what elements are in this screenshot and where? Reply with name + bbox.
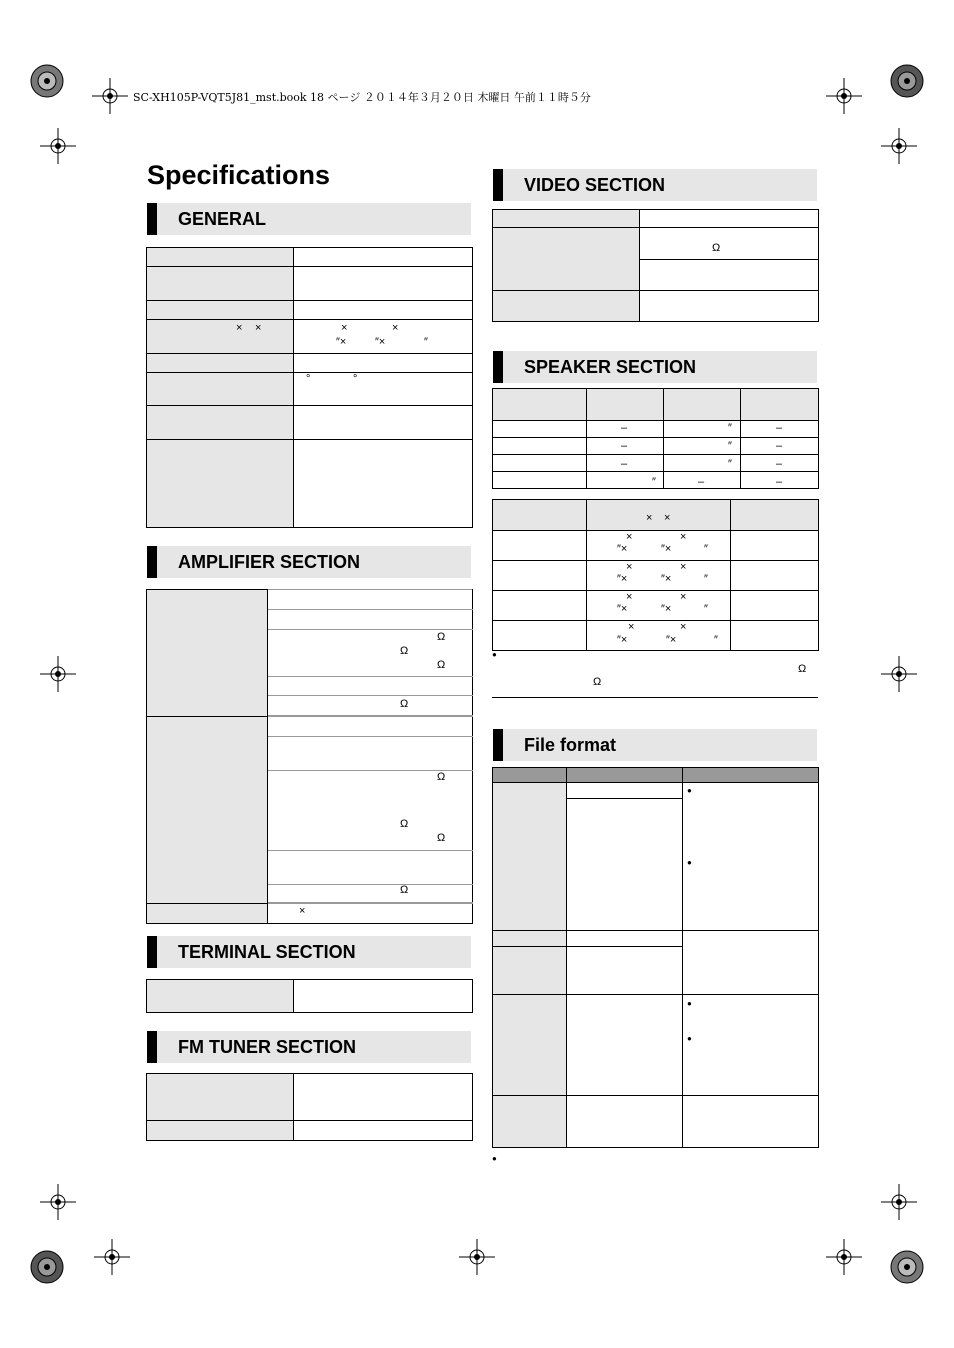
table-cell: [587, 500, 731, 531]
crosshair-mark-icon: [881, 1184, 917, 1220]
table-cell: [147, 590, 268, 717]
divider: [492, 697, 818, 698]
times-symbol: ×: [664, 512, 671, 524]
table-cell: [294, 248, 473, 267]
table-row: [493, 421, 819, 438]
table-row: [147, 267, 473, 301]
table-cell: [294, 373, 473, 406]
section-header-terminal: [147, 936, 471, 968]
table-cell: [294, 406, 473, 440]
terminal-table: [146, 979, 473, 1013]
table-cell: [664, 389, 741, 421]
table-row: [147, 301, 473, 320]
inch-symbol: ″: [728, 440, 732, 452]
table-cell: [268, 610, 473, 630]
table-cell: [683, 995, 819, 1096]
crosshair-mark-icon: [881, 128, 917, 164]
times-symbol: ×: [680, 561, 687, 573]
section-header-amplifier: [147, 546, 471, 578]
section-marker: [493, 351, 503, 383]
table-cell: [147, 904, 268, 924]
print-header: SC-XH105P-VQT5J81_mst.book 18 ページ ２０１４年３月２０日 木曜日 午前１１時５分: [133, 91, 591, 104]
table-row: [493, 210, 819, 228]
table-cell: [294, 440, 473, 528]
inch-symbol: ″: [424, 336, 428, 348]
dash-symbol: –: [621, 422, 628, 434]
crosshair-mark-icon: [40, 128, 76, 164]
table-cell: [268, 851, 473, 885]
table-cell: [567, 783, 683, 799]
crosshair-mark-icon: [40, 656, 76, 692]
table-cell: [731, 531, 819, 561]
table-cell: [294, 1074, 473, 1121]
table-row: [147, 717, 473, 737]
table-row: [147, 1121, 473, 1141]
table-cell: [147, 248, 294, 267]
table-cell: [567, 931, 683, 947]
table-row: [493, 995, 819, 1096]
table-cell: [493, 621, 587, 651]
inch-symbol: ″: [728, 422, 732, 434]
times-symbol: ×: [680, 531, 687, 543]
table-cell: [493, 768, 567, 783]
section-header-file-format: [493, 729, 817, 761]
crosshair-mark-icon: [881, 656, 917, 692]
table-cell: [147, 406, 294, 440]
table-cell: [567, 1096, 683, 1148]
inch-times-symbol: ″×: [336, 336, 347, 348]
page-title: Specifications: [147, 160, 331, 190]
table-cell: [683, 768, 819, 783]
section-header-fm-tuner: [147, 1031, 471, 1063]
times-symbol: ×: [299, 905, 306, 917]
table-cell: [147, 267, 294, 301]
table-cell: [493, 561, 587, 591]
table-cell: [147, 320, 294, 354]
crosshair-mark-icon: [94, 1239, 130, 1275]
ohm-symbol: Ω: [712, 242, 721, 254]
times-symbol: ×: [626, 531, 633, 543]
table-cell: [493, 500, 587, 531]
color-target-icon: [30, 1250, 64, 1284]
video-table: [492, 209, 819, 322]
table-cell: [147, 717, 268, 904]
table-row: [147, 1074, 473, 1121]
fm-tuner-table: [146, 1073, 473, 1141]
table-cell: [493, 1096, 567, 1148]
speaker-table-2: [492, 499, 819, 651]
times-symbol: ×: [626, 591, 633, 603]
inch-times-symbol: ″×: [617, 543, 628, 555]
table-cell: [493, 931, 567, 947]
table-cell: [640, 291, 819, 322]
table-row: [493, 931, 819, 947]
table-row: [493, 438, 819, 455]
table-cell: [147, 440, 294, 528]
times-symbol: ×: [628, 621, 635, 633]
times-symbol: ×: [341, 322, 348, 334]
table-cell: [147, 301, 294, 320]
ohm-symbol: Ω: [400, 818, 409, 830]
table-cell: [294, 267, 473, 301]
crosshair-mark-icon: [826, 78, 862, 114]
degree-symbol: °: [306, 373, 311, 385]
table-cell: [587, 389, 664, 421]
table-cell: [294, 980, 473, 1013]
table-cell: [683, 1096, 819, 1148]
inch-symbol: ″: [728, 458, 732, 470]
section-header-video: [493, 169, 817, 201]
table-row: [493, 768, 819, 783]
table-cell: [731, 561, 819, 591]
bullet-icon: ●: [687, 786, 692, 795]
table-cell: [493, 438, 587, 455]
ohm-symbol: Ω: [400, 884, 409, 896]
general-table: [146, 247, 473, 528]
table-cell: [493, 472, 587, 489]
table-row: [493, 500, 819, 531]
table-cell: [587, 561, 731, 591]
table-cell: [268, 590, 473, 610]
table-row: [147, 354, 473, 373]
table-cell: [567, 995, 683, 1096]
bullet-icon: ●: [687, 1034, 692, 1043]
crosshair-mark-icon: [826, 1239, 862, 1275]
dash-symbol: –: [776, 422, 783, 434]
table-row: [493, 621, 819, 651]
table-cell: [493, 389, 587, 421]
times-symbol: ×: [680, 591, 687, 603]
file-format-table: [492, 767, 819, 1148]
table-cell: [731, 591, 819, 621]
ohm-symbol: Ω: [400, 698, 409, 710]
inch-symbol: ″: [704, 603, 708, 615]
ohm-symbol: Ω: [437, 659, 446, 671]
bullet-icon: ●: [492, 1154, 497, 1163]
table-cell: [731, 500, 819, 531]
section-header-speaker: [493, 351, 817, 383]
table-cell: [493, 995, 567, 1096]
dash-symbol: –: [776, 476, 783, 488]
section-title: AMPLIFIER SECTION: [178, 552, 361, 572]
section-marker: [147, 936, 157, 968]
section-header-general: [147, 203, 471, 235]
color-target-icon: [890, 1250, 924, 1284]
section-title: TERMINAL SECTION: [178, 942, 356, 962]
table-cell: [640, 228, 819, 260]
table-cell: [683, 783, 819, 931]
times-symbol: ×: [626, 561, 633, 573]
table-row: [493, 228, 819, 260]
inch-symbol: ″: [704, 573, 708, 585]
table-cell: [567, 947, 683, 995]
ohm-symbol: Ω: [593, 676, 602, 688]
table-cell: [294, 301, 473, 320]
section-marker: [493, 169, 503, 201]
table-cell: [640, 210, 819, 228]
ohm-symbol: Ω: [437, 631, 446, 643]
bullet-icon: ●: [687, 858, 692, 867]
crosshair-mark-icon: [459, 1239, 495, 1275]
inch-times-symbol: ″×: [661, 603, 672, 615]
table-row: [493, 591, 819, 621]
table-row: [147, 980, 473, 1013]
times-symbol: ×: [392, 322, 399, 334]
section-marker: [147, 546, 157, 578]
section-title: VIDEO SECTION: [524, 175, 666, 195]
table-row: [147, 248, 473, 267]
inch-times-symbol: ″×: [666, 634, 677, 646]
dash-symbol: –: [621, 440, 628, 452]
times-symbol: ×: [236, 322, 243, 334]
table-cell: [147, 1121, 294, 1141]
section-marker: [493, 729, 503, 761]
speaker-table-1: [492, 388, 819, 489]
section-title: FM TUNER SECTION: [178, 1037, 356, 1057]
crosshair-mark-icon: [92, 78, 128, 114]
table-row: [493, 1096, 819, 1148]
table-row: [147, 406, 473, 440]
inch-symbol: ″: [704, 543, 708, 555]
table-cell: [294, 354, 473, 373]
table-cell: [147, 1074, 294, 1121]
dash-symbol: –: [776, 458, 783, 470]
table-cell: [147, 354, 294, 373]
times-symbol: ×: [255, 322, 262, 334]
table-cell: [493, 291, 640, 322]
section-title: GENERAL: [178, 209, 267, 229]
color-target-icon: [890, 64, 924, 98]
degree-symbol: °: [353, 373, 358, 385]
dash-symbol: –: [698, 476, 705, 488]
inch-times-symbol: ″×: [617, 573, 628, 585]
ohm-symbol: Ω: [798, 663, 807, 675]
section-marker: [147, 1031, 157, 1063]
table-cell: [493, 783, 567, 931]
table-cell: [587, 621, 731, 651]
ohm-symbol: Ω: [437, 832, 446, 844]
table-cell: [268, 717, 473, 737]
inch-symbol: ″: [714, 634, 718, 646]
table-cell: [567, 799, 683, 931]
inch-symbol: ″: [652, 476, 656, 488]
table-row: [147, 590, 473, 610]
table-row: [493, 389, 819, 421]
table-cell: [493, 455, 587, 472]
dash-symbol: –: [776, 440, 783, 452]
table-row: [493, 531, 819, 561]
section-title: SPEAKER SECTION: [524, 357, 697, 377]
crosshair-mark-icon: [40, 1184, 76, 1220]
inch-times-symbol: ″×: [375, 336, 386, 348]
table-cell: [587, 591, 731, 621]
table-cell: [741, 389, 819, 421]
section-title: File format: [524, 735, 617, 755]
section-marker: [147, 203, 157, 235]
table-cell: [268, 885, 473, 903]
table-row: [493, 291, 819, 322]
amplifier-table: [146, 589, 473, 924]
table-cell: [147, 373, 294, 406]
table-cell: [493, 591, 587, 621]
table-row: [147, 904, 473, 924]
table-row: [493, 783, 819, 799]
table-cell: [587, 531, 731, 561]
ohm-symbol: Ω: [437, 771, 446, 783]
table-cell: [268, 737, 473, 771]
table-cell: [493, 210, 640, 228]
table-row: [147, 440, 473, 528]
bullet-icon: ●: [687, 999, 692, 1008]
inch-times-symbol: ″×: [661, 573, 672, 585]
table-cell: [493, 947, 567, 995]
table-cell: [731, 621, 819, 651]
times-symbol: ×: [680, 621, 687, 633]
table-cell: [493, 531, 587, 561]
table-cell: [683, 931, 819, 995]
table-cell: [268, 677, 473, 696]
table-cell: [294, 1121, 473, 1141]
inch-times-symbol: ″×: [661, 543, 672, 555]
inch-times-symbol: ″×: [617, 634, 628, 646]
table-row: [493, 455, 819, 472]
color-target-icon: [30, 64, 64, 98]
table-cell: [567, 768, 683, 783]
table-cell: [268, 696, 473, 716]
bullet-icon: ●: [492, 650, 497, 659]
table-row: [493, 561, 819, 591]
ohm-symbol: Ω: [400, 645, 409, 657]
inch-times-symbol: ″×: [617, 603, 628, 615]
table-cell: [640, 260, 819, 291]
dash-symbol: –: [621, 458, 628, 470]
times-symbol: ×: [646, 512, 653, 524]
table-cell: [493, 421, 587, 438]
table-cell: [147, 980, 294, 1013]
table-cell: [493, 228, 640, 291]
